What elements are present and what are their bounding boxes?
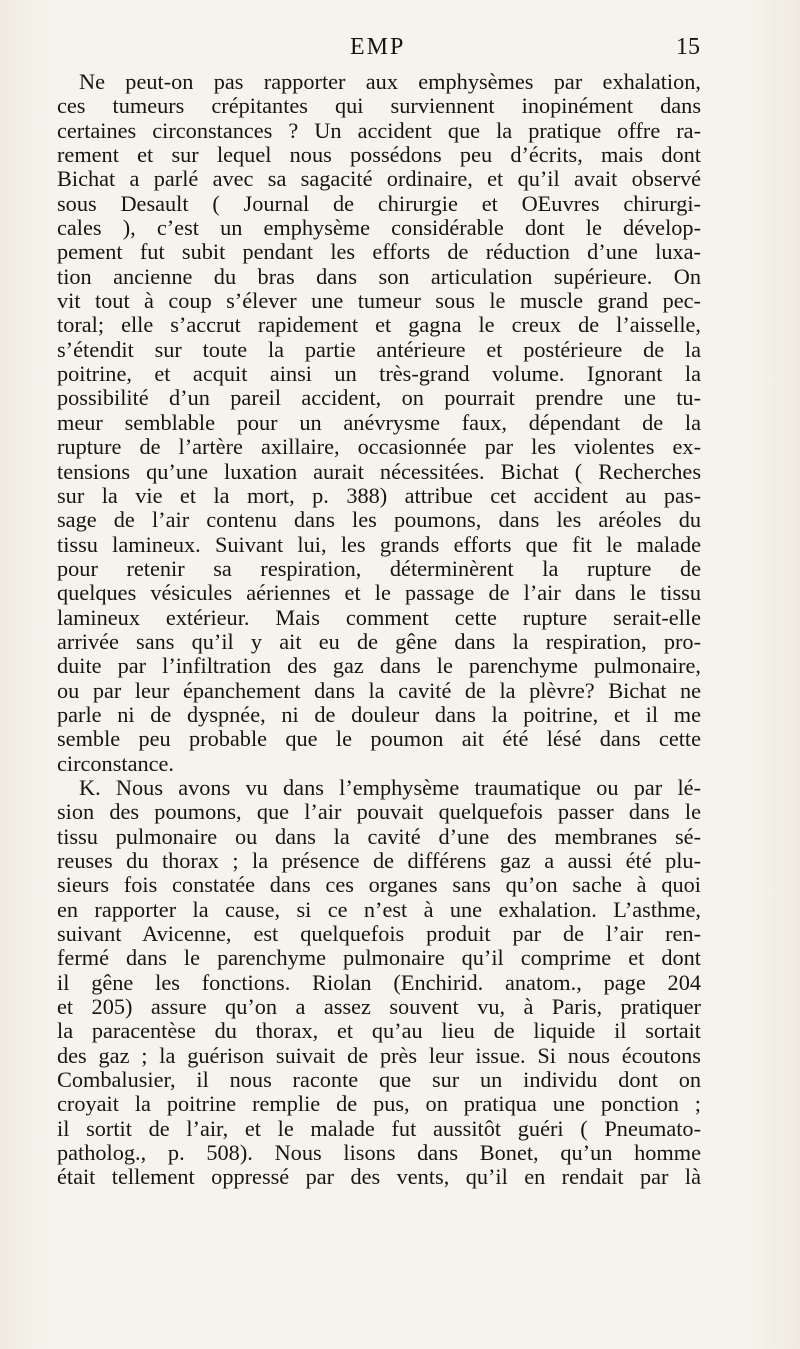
text-line: des gaz ; la guérison suivait de près leur issue. Si nous écoutons <box>57 1043 701 1068</box>
text-line: toral; elle s’accrut rapidement et gagna le creux de l’aisselle, <box>57 313 701 338</box>
text-line: tissu lamineux. Suivant lui, les grands efforts que fit le malade <box>57 532 701 557</box>
text-line: il sortit de l’air, et le malade fut aussitôt guéri ( Pneumato- <box>57 1116 701 1141</box>
text-line: quelques vésicules aériennes et le passage de l’air dans le tissu <box>57 581 701 606</box>
text-line: rupture de l’artère axillaire, occasionnée par les violentes ex- <box>57 435 701 460</box>
text-line: Combalusier, il nous raconte que sur un individu dont on <box>57 1068 701 1093</box>
text-line: meur semblable pour un anévrysme faux, dépendant de la <box>57 410 701 435</box>
text-line: suivant Avicenne, est quelquefois produit par de l’air ren- <box>57 922 701 947</box>
text-line: était tellement oppressé par des vents, qu’il en rendait par là <box>57 1165 701 1190</box>
text-line: ces tumeurs crépitantes qui surviennent inopinément dans <box>57 94 701 119</box>
text-line: circonstance. <box>57 751 174 776</box>
text-line: en rapporter la cause, si ce n’est à une exhalation. L’asthme, <box>57 897 701 922</box>
text-line: pement fut subit pendant les efforts de réduction d’une luxa- <box>57 240 701 265</box>
text-line: sieurs fois constatée dans ces organes sans qu’on sache à quoi <box>57 873 701 898</box>
text-line: sous Desault ( Journal de chirurgie et OEuvres chirurgi- <box>57 191 701 216</box>
text-line: la paracentèse du thorax, et qu’au lieu de liquide il sortait <box>57 1019 701 1044</box>
text-line: sur la vie et la mort, p. 388) attribue cet accident au pas- <box>57 483 701 508</box>
running-head-title: EMP <box>350 34 406 60</box>
text-line: tissu pulmonaire ou dans la cavité d’une des membranes sé- <box>57 824 701 849</box>
text-line: possibilité d’un pareil accident, on pourrait prendre une tu- <box>57 386 701 411</box>
text-line: arrivée sans qu’il y ait eu de gêne dans la respiration, pro- <box>57 629 701 654</box>
running-head <box>60 34 700 64</box>
text-line: ou par leur épanchement dans la cavité de la plèvre? Bichat ne <box>57 678 701 703</box>
body-text <box>57 70 701 1190</box>
text-line: croyait la poitrine remplie de pus, on pratiqua une ponction ; <box>57 1092 701 1117</box>
text-line: patholog., p. 508). Nous lisons dans Bonet, qu’un homme <box>57 1141 701 1166</box>
text-line: rement et sur lequel nous possédons peu d’écrits, mais dont <box>57 143 701 168</box>
text-line: sage de l’air contenu dans les poumons, dans les aréoles du <box>57 508 701 533</box>
text-line: duite par l’infiltration des gaz dans le parenchyme pulmonaire, <box>57 654 701 679</box>
text-line: et 205) assure qu’on a assez souvent vu, à Paris, pratiquer <box>57 995 701 1020</box>
text-line: semble peu probable que le poumon ait été lésé dans cette <box>57 727 701 752</box>
text-line: certaines circonstances ? Un accident que la pratique offre ra- <box>57 118 701 143</box>
text-line: tensions qu’une luxation aurait nécessitées. Bichat ( Recherches <box>57 459 701 484</box>
text-line: cales ), c’est un emphysème considérable dont le dévelop- <box>57 216 701 241</box>
text-line: Ne peut-on pas rapporter aux emphysèmes par exhalation, <box>79 70 701 94</box>
text-line: sion des poumons, que l’air pouvait quelquefois passer dans le <box>57 800 701 825</box>
text-line: parle ni de dyspnée, ni de douleur dans la poitrine, et il me <box>57 702 701 727</box>
text-line: s’étendit sur toute la partie antérieure et postérieure de la <box>57 337 701 362</box>
text-line: pour retenir sa respiration, déterminèrent la rupture de <box>57 556 701 581</box>
text-line: il gêne les fonctions. Riolan (Enchirid. anatom., page 204 <box>57 970 701 995</box>
text-line: lamineux extérieur. Mais comment cette rupture serait-elle <box>57 605 701 630</box>
text-line: poitrine, et acquit ainsi un très-grand volume. Ignorant la <box>57 362 701 387</box>
text-line: reuses du thorax ; la présence de différens gaz a aussi été plu- <box>57 849 701 873</box>
text-line: K. Nous avons vu dans l’emphysème traumatique ou par lé- <box>79 775 701 800</box>
text-line: vit tout à coup s’élever une tumeur sous le muscle grand pec- <box>57 289 701 314</box>
text-line: tion ancienne du bras dans son articulation supérieure. On <box>57 264 701 289</box>
text-line: fermé dans le parenchyme pulmonaire qu’il comprime et dont <box>57 946 701 971</box>
page-number: 15 <box>676 34 700 60</box>
text-line: Bichat a parlé avec sa sagacité ordinaire, et qu’il avait observé <box>57 167 701 192</box>
